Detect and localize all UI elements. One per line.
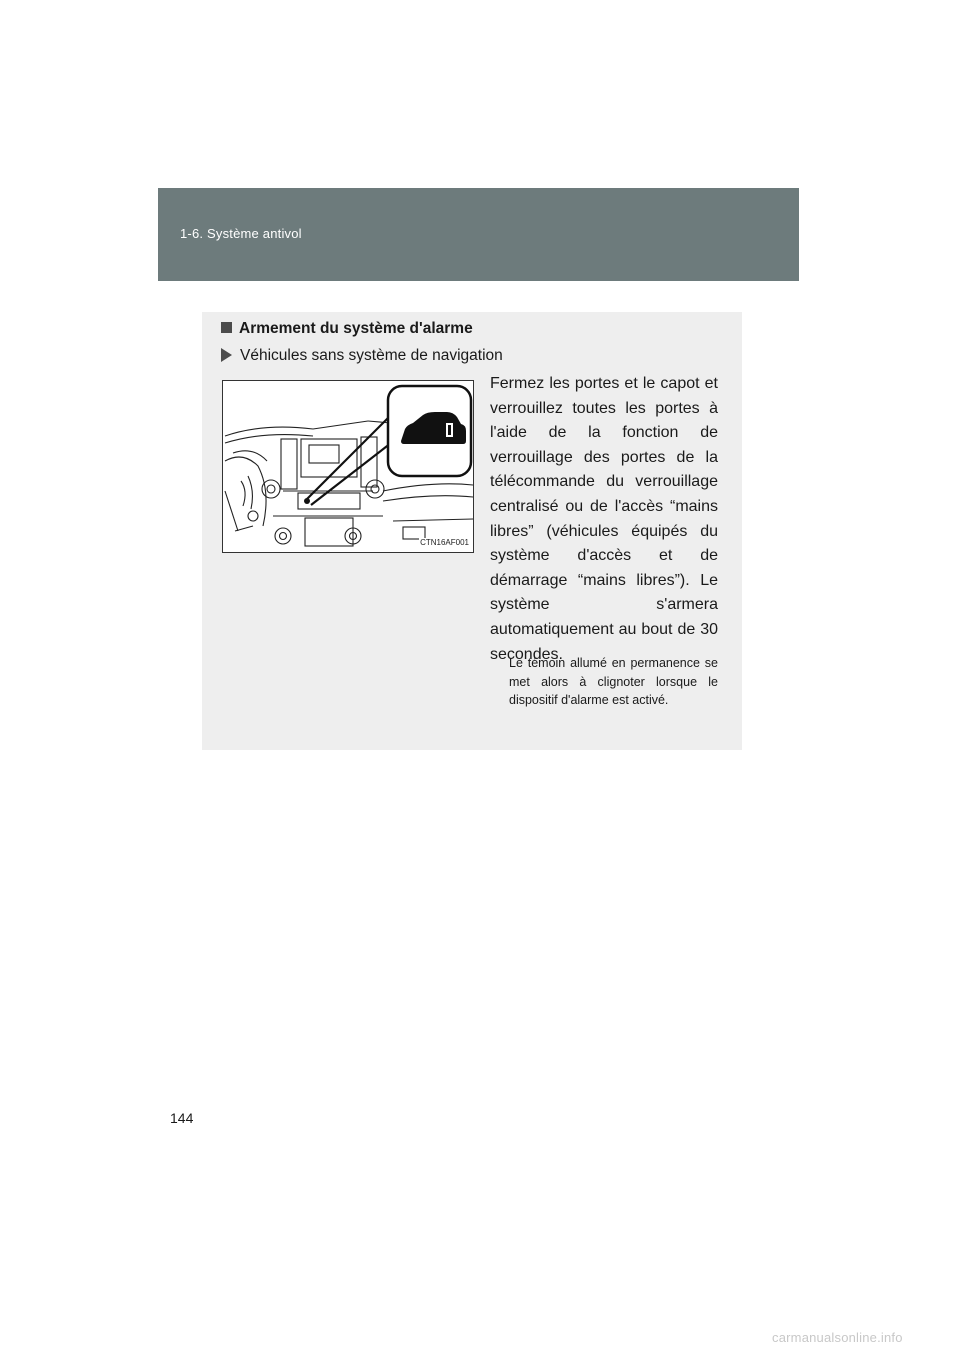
section-title: 1-6. Système antivol	[180, 226, 302, 241]
subheading-text: Véhicules sans système de navigation	[240, 347, 503, 364]
body-paragraph: Fermez les portes et le capot et verrouillez toutes les portes à l'aide de la fonction de verrouillage des portes de la télécommande du verrouillage centralisé ou de l'accès “mains libres” (véhicules équipés du système d'accès et de démarrage “mains libres”). Le système s'armera automatiquement au bout de 30 secondes.	[490, 375, 718, 663]
square-bullet-icon	[221, 322, 232, 333]
heading-text: Armement du système d'alarme	[239, 320, 473, 337]
vehicle-condition	[221, 347, 503, 365]
dashboard-illustration	[222, 380, 474, 553]
chapter-header-bar	[158, 188, 799, 281]
figure-code: CTN16AF001	[420, 538, 469, 547]
content-panel	[202, 312, 742, 750]
note-paragraph: Le témoin allumé en permanence se met alors à clignoter lorsque le dispositif d'alarme est activé.	[509, 656, 718, 707]
section-heading	[221, 320, 473, 338]
page-number: 144	[170, 1110, 194, 1126]
watermark-text: carmanualsonline.info	[772, 1330, 903, 1345]
dashboard-drawing	[223, 381, 474, 553]
triangle-bullet-icon	[221, 348, 232, 362]
